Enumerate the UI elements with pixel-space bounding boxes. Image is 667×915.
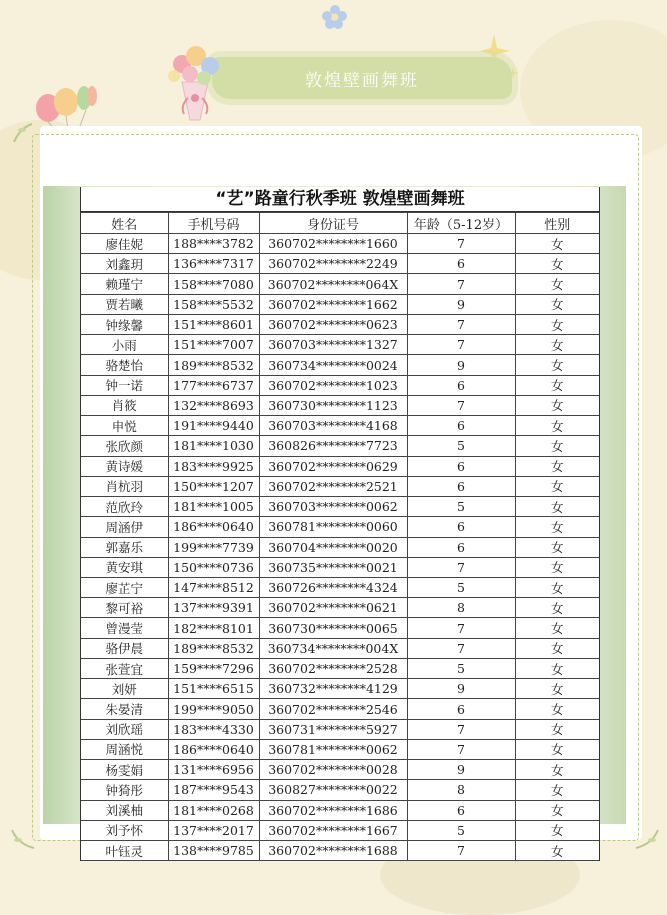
student-name-cell: 刘妍 (81, 679, 168, 699)
phone-cell: 187****9543 (168, 780, 259, 800)
phone-cell: 186****0640 (168, 739, 259, 759)
id-number-cell: 360730********1123 (259, 395, 407, 415)
age-cell: 6 (407, 375, 515, 395)
table-row (81, 395, 599, 415)
gender-cell: 女 (515, 679, 599, 699)
gender-cell: 女 (515, 314, 599, 334)
age-cell: 7 (407, 314, 515, 334)
student-name-cell: 周涵伊 (81, 517, 168, 537)
gender-cell: 女 (515, 598, 599, 618)
phone-cell: 136****7317 (168, 254, 259, 274)
age-cell: 9 (407, 294, 515, 314)
table-row (81, 416, 599, 436)
table-row (81, 294, 599, 314)
id-number-cell: 360702********2528 (259, 658, 407, 678)
age-cell: 7 (407, 719, 515, 739)
id-number-cell: 360730********0065 (259, 618, 407, 638)
student-name-cell: 刘欣瑶 (81, 719, 168, 739)
gender-cell: 女 (515, 456, 599, 476)
id-number-cell: 360702********0028 (259, 760, 407, 780)
id-number-cell: 360702********0621 (259, 598, 407, 618)
table-row (81, 577, 599, 597)
gender-cell: 女 (515, 820, 599, 840)
gender-cell: 女 (515, 335, 599, 355)
gender-cell: 女 (515, 638, 599, 658)
phone-cell: 151****7007 (168, 335, 259, 355)
table-row (81, 719, 599, 739)
table-row (81, 841, 599, 861)
gender-cell: 女 (515, 537, 599, 557)
gender-cell: 女 (515, 294, 599, 314)
age-cell: 7 (407, 335, 515, 355)
id-number-cell: 360702********0623 (259, 314, 407, 334)
id-number-cell: 360732********4129 (259, 679, 407, 699)
student-name-cell: 钟一诺 (81, 375, 168, 395)
student-name-cell: 朱晏清 (81, 699, 168, 719)
id-number-cell: 360702********1662 (259, 294, 407, 314)
phone-cell: 188****3782 (168, 234, 259, 254)
student-name-cell: 骆楚怡 (81, 355, 168, 375)
gender-cell: 女 (515, 719, 599, 739)
table-row (81, 335, 599, 355)
table-row (81, 254, 599, 274)
table-row (81, 679, 599, 699)
id-number-cell: 360735********0021 (259, 557, 407, 577)
age-cell: 7 (407, 274, 515, 294)
id-number-cell: 360702********1023 (259, 375, 407, 395)
id-number-cell: 360731********5927 (259, 719, 407, 739)
age-cell: 6 (407, 416, 515, 436)
gender-cell: 女 (515, 780, 599, 800)
phone-cell: 199****7739 (168, 537, 259, 557)
student-name-cell: 张欣颜 (81, 436, 168, 456)
header-id-number: 身份证号 (259, 213, 407, 234)
table-row (81, 739, 599, 759)
banner-ribbon (212, 57, 512, 99)
gender-cell: 女 (515, 497, 599, 517)
phone-cell: 150****1207 (168, 476, 259, 496)
table-row (81, 618, 599, 638)
table-row (81, 375, 599, 395)
table-row (81, 517, 599, 537)
table-row (81, 780, 599, 800)
phone-cell: 189****8532 (168, 638, 259, 658)
blue-flower-icon (322, 4, 348, 30)
student-name-cell: 赖瑾宁 (81, 274, 168, 294)
id-number-cell: 360726********4324 (259, 577, 407, 597)
student-name-cell: 贾若曦 (81, 294, 168, 314)
table-row (81, 456, 599, 476)
gender-cell: 女 (515, 557, 599, 577)
table-row (81, 436, 599, 456)
student-name-cell: 黄诗媛 (81, 456, 168, 476)
age-cell: 5 (407, 577, 515, 597)
id-number-cell: 360827********0022 (259, 780, 407, 800)
phone-cell: 137****2017 (168, 820, 259, 840)
phone-cell: 181****1030 (168, 436, 259, 456)
phone-cell: 181****0268 (168, 800, 259, 820)
table-row (81, 800, 599, 820)
phone-cell: 189****8532 (168, 355, 259, 375)
id-number-cell: 360702********2521 (259, 476, 407, 496)
student-name-cell: 刘鑫玥 (81, 254, 168, 274)
phone-cell: 158****5532 (168, 294, 259, 314)
phone-cell: 150****0736 (168, 557, 259, 577)
student-name-cell: 申悦 (81, 416, 168, 436)
student-name-cell: 张萱宜 (81, 658, 168, 678)
student-name-cell: 小雨 (81, 335, 168, 355)
table-row (81, 497, 599, 517)
banner-title: 敦煌壁画舞班 (305, 70, 419, 91)
table-row (81, 699, 599, 719)
id-number-cell: 360734********004X (259, 638, 407, 658)
id-number-cell: 360703********4168 (259, 416, 407, 436)
id-number-cell: 360702********064X (259, 274, 407, 294)
header-name: 姓名 (81, 213, 168, 234)
age-cell: 6 (407, 254, 515, 274)
age-cell: 9 (407, 679, 515, 699)
table-row (81, 638, 599, 658)
student-name-cell: 叶钰灵 (81, 841, 168, 861)
id-number-cell: 360702********1660 (259, 234, 407, 254)
student-name-cell: 郭嘉乐 (81, 537, 168, 557)
phone-cell: 182****8101 (168, 618, 259, 638)
phone-cell: 147****8512 (168, 577, 259, 597)
age-cell: 8 (407, 780, 515, 800)
table-row (81, 658, 599, 678)
age-cell: 5 (407, 820, 515, 840)
table-row (81, 820, 599, 840)
table-row (81, 314, 599, 334)
gender-cell: 女 (515, 517, 599, 537)
phone-cell: 183****9925 (168, 456, 259, 476)
gender-cell: 女 (515, 254, 599, 274)
student-name-cell: 肖筱 (81, 395, 168, 415)
gender-cell: 女 (515, 739, 599, 759)
student-name-cell: 骆伊晨 (81, 638, 168, 658)
age-cell: 8 (407, 598, 515, 618)
age-cell: 5 (407, 658, 515, 678)
gender-cell: 女 (515, 416, 599, 436)
phone-cell: 138****9785 (168, 841, 259, 861)
age-cell: 7 (407, 618, 515, 638)
phone-cell: 186****0640 (168, 517, 259, 537)
table-header-row (81, 213, 599, 234)
header-age: 年龄（5-12岁） (407, 213, 515, 234)
student-name-cell: 钟缘馨 (81, 314, 168, 334)
id-number-cell: 360703********1327 (259, 335, 407, 355)
sheet-title: “艺”路童行秋季班 敦煌壁画舞班 (81, 187, 599, 212)
id-number-cell: 360702********2546 (259, 699, 407, 719)
table-row (81, 274, 599, 294)
age-cell: 7 (407, 395, 515, 415)
header-phone: 手机号码 (168, 213, 259, 234)
gender-cell: 女 (515, 355, 599, 375)
id-number-cell: 360702********1686 (259, 800, 407, 820)
table-row (81, 234, 599, 254)
table-row (81, 598, 599, 618)
age-cell: 7 (407, 557, 515, 577)
student-name-cell: 杨雯娟 (81, 760, 168, 780)
gender-cell: 女 (515, 395, 599, 415)
id-number-cell: 360703********0062 (259, 497, 407, 517)
student-name-cell: 刘溪柚 (81, 800, 168, 820)
gender-cell: 女 (515, 618, 599, 638)
gender-cell: 女 (515, 234, 599, 254)
phone-cell: 199****9050 (168, 699, 259, 719)
age-cell: 7 (407, 234, 515, 254)
id-number-cell: 360704********0020 (259, 537, 407, 557)
id-number-cell: 360826********7723 (259, 436, 407, 456)
student-name-cell: 刘予怀 (81, 820, 168, 840)
age-cell: 7 (407, 638, 515, 658)
phone-cell: 137****9391 (168, 598, 259, 618)
gender-cell: 女 (515, 577, 599, 597)
gender-cell: 女 (515, 841, 599, 861)
age-cell: 9 (407, 355, 515, 375)
table-row (81, 760, 599, 780)
student-name-cell: 黄安琪 (81, 557, 168, 577)
student-name-cell: 廖佳妮 (81, 234, 168, 254)
age-cell: 6 (407, 517, 515, 537)
age-cell: 6 (407, 699, 515, 719)
table-row (81, 537, 599, 557)
id-number-cell: 360781********0060 (259, 517, 407, 537)
gender-cell: 女 (515, 658, 599, 678)
phone-cell: 158****7080 (168, 274, 259, 294)
student-name-cell: 黎可裕 (81, 598, 168, 618)
phone-cell: 151****8601 (168, 314, 259, 334)
gender-cell: 女 (515, 699, 599, 719)
gender-cell: 女 (515, 760, 599, 780)
age-cell: 6 (407, 800, 515, 820)
header-gender: 性别 (515, 213, 599, 234)
phone-cell: 191****9440 (168, 416, 259, 436)
student-name-cell: 周涵悦 (81, 739, 168, 759)
id-number-cell: 360702********2249 (259, 254, 407, 274)
age-cell: 6 (407, 476, 515, 496)
id-number-cell: 360702********0629 (259, 456, 407, 476)
phone-cell: 159****7296 (168, 658, 259, 678)
age-cell: 6 (407, 537, 515, 557)
roster-table (81, 212, 599, 861)
gender-cell: 女 (515, 436, 599, 456)
gender-cell: 女 (515, 375, 599, 395)
phone-cell: 132****8693 (168, 395, 259, 415)
phone-cell: 181****1005 (168, 497, 259, 517)
id-number-cell: 360781********0062 (259, 739, 407, 759)
table-row (81, 355, 599, 375)
table-row (81, 476, 599, 496)
student-name-cell: 廖芷宁 (81, 577, 168, 597)
age-cell: 5 (407, 497, 515, 517)
gender-cell: 女 (515, 274, 599, 294)
age-cell: 7 (407, 841, 515, 861)
phone-cell: 151****6515 (168, 679, 259, 699)
roster-sheet (80, 187, 600, 861)
student-name-cell: 范欣玲 (81, 497, 168, 517)
age-cell: 5 (407, 436, 515, 456)
id-number-cell: 360734********0024 (259, 355, 407, 375)
gender-cell: 女 (515, 800, 599, 820)
age-cell: 6 (407, 456, 515, 476)
phone-cell: 177****6737 (168, 375, 259, 395)
phone-cell: 131****6956 (168, 760, 259, 780)
gender-cell: 女 (515, 476, 599, 496)
id-number-cell: 360702********1688 (259, 841, 407, 861)
age-cell: 7 (407, 739, 515, 759)
student-name-cell: 肖杭羽 (81, 476, 168, 496)
phone-cell: 183****4330 (168, 719, 259, 739)
bouquet-icon (160, 40, 230, 126)
student-name-cell: 钟猗彤 (81, 780, 168, 800)
student-name-cell: 曾漫莹 (81, 618, 168, 638)
age-cell: 9 (407, 760, 515, 780)
table-row (81, 557, 599, 577)
id-number-cell: 360702********1667 (259, 820, 407, 840)
